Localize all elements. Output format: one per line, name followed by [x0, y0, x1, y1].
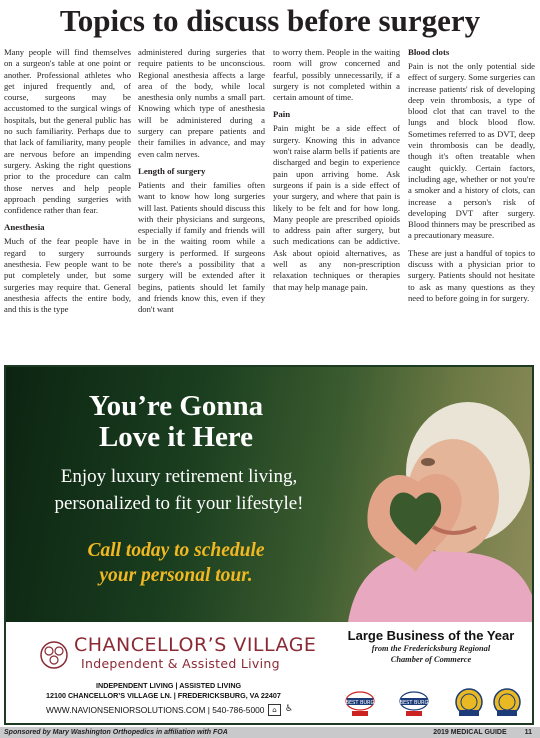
best-burg-badge-icon: [398, 688, 430, 718]
svg-text:BEST BURG: BEST BURG: [345, 700, 375, 706]
guide-title: 2019 MEDICAL GUIDE: [433, 729, 507, 736]
award-block: [336, 628, 526, 665]
svg-text:BEST BURG: BEST BURG: [399, 700, 429, 706]
paragraph: Patients and their families often want to know how long surgeries will last. Patients should discuss this with their physicians and surgeons, especially if family and friends will be in the waiting room while a surgery is performed. If surgeons note there's a possibility that a surgery will be extended after it begins, patients should let family and friends know this, even if they don't want: [138, 179, 265, 315]
advertisement[interactable]: [4, 365, 534, 725]
page-number: 11: [524, 729, 532, 736]
paragraph: Much of the fear people have in regard to surgery surrounds anesthesia. Few people want to be put completely under, but some surgeries may require that. General anesthesia affects the entire body, and this is the type: [4, 236, 131, 315]
article-column-4: [408, 47, 535, 310]
ad-photo: [6, 367, 532, 622]
article-column-2: [138, 47, 265, 322]
paragraph: Pain might be a side effect of surgery. Knowing this in advance won't raise alarm bells if patients are discharged and begin to experience pain upon arriving home. Ask surgeons if pain is a side effect of your surgery, and where that pain is likely to be felt and for how long. Many people are prescribed opioids to address pain after surgery, but such medications can be addictive. Ask about opioid alternatives, as well as any non-prescription relaxation techniques or therapies that may help manage pain.: [273, 123, 400, 292]
paragraph: administered during surgeries that require patients to be unconscious. Regional anesthesia affects a large area of the body, while local anesthesia only numbs a small part. Knowing which type of anesthesia will be administered during a surgery can prepare patients and their families in advance, and may even calm nerves.: [138, 47, 265, 159]
subhead-blood-clots: Blood clots: [408, 47, 450, 57]
article-headline: Topics to discuss before surgery: [59, 3, 481, 38]
page-footer: [0, 727, 540, 738]
ad-subheadline: Enjoy luxury retirement living, personalized to fit your lifestyle!: [54, 466, 304, 514]
subhead-pain: Pain: [273, 109, 291, 120]
brand-name: CHANCELLOR’S VILLAGE: [74, 634, 317, 656]
equal-housing-icon: ⌂: [268, 704, 281, 716]
footer-right: [417, 727, 532, 738]
brand-tagline: Independent & Assisted Living: [81, 656, 280, 671]
award-source: from the Fredericksburg Regional Chamber of Commerce: [371, 644, 491, 664]
services-line: INDEPENDENT LIVING | ASSISTED LIVING: [96, 681, 242, 690]
ad-call-to-action[interactable]: Call today to schedule your personal tour.: [87, 540, 265, 586]
award-medal-icon: [453, 688, 485, 718]
article-column-3: [273, 47, 400, 299]
sponsor-credit: Sponsored by Mary Washington Orthopedics in affiliation with FOA: [4, 729, 228, 736]
paragraph: These are just a handful of topics to discuss with a physician prior to surgery. Patients should not hesitate to ask as many questions as they need to before going in for surgery.: [408, 247, 535, 303]
subhead-anesthesia: Anesthesia: [4, 222, 45, 233]
award-title: Large Business of the Year: [347, 628, 515, 643]
paragraph: Many people will find themselves on a surgeon's table at one point or another. Professional athletes who get injured frequently and, of course, surgeons may be accustomed to the surgical wings of hospitals, but the general public has no such familiarity. Perhaps due to that lack of familiarity, many people are nervous before an impending surgery. Asking the right questions prior to the procedure can calm those nerves and help people approach pending surgeries with confidence rather than fear.: [4, 47, 131, 216]
chancellors-village-logo-icon: [39, 640, 69, 670]
paragraph: Pain is not the only potential side effect of surgery. Some surgeries can increase patients' risk of developing deep vein thrombosis, a type of blood clot that can travel to the lungs and block blood flow. Sometimes referred to as DVT, deep vein thrombosis can be deadly, though it's often treatable when caught quickly. Certain factors, including age, whether or not you're a smoker and a history of clots, can increase a person's risk of developing DVT after surgery. Blood thinners may be prescribed as a precautionary measure.: [408, 61, 535, 241]
best-burg-badge-icon: [344, 688, 376, 718]
article-column-1: [4, 47, 131, 322]
address-line: 12100 CHANCELLOR’S VILLAGE LN. | FREDERICKSBURG, VA 22407: [46, 691, 281, 700]
woman-heart-hands-image: [328, 377, 534, 622]
ad-headline: You’re Gonna Love it Here: [88, 390, 264, 453]
accessibility-icon: ♿: [285, 704, 294, 714]
award-medal-icon: [491, 688, 523, 718]
subhead-length-of-surgery: Length of surgery: [138, 165, 206, 176]
ad-footer: [6, 622, 532, 723]
paragraph: to worry them. People in the waiting room will grow concerned and fearful, possibly unnecessarily, if a surgery is not completed within a certain amount of time.: [273, 47, 400, 103]
website-phone-link[interactable]: WWW.NAVIONSENIORSOLUTIONS.COM | 540-786-5000: [46, 705, 265, 715]
